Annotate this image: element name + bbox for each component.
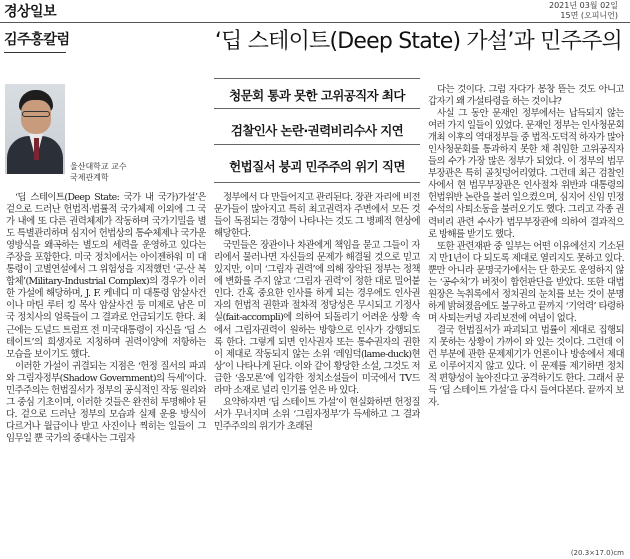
subhead-rule [214,182,420,183]
subhead-1: 청문회 통과 못한 고위공직자 최다 [229,88,405,103]
subhead-rule [214,108,420,109]
newspaper-name: 경상일보 [4,4,57,20]
subhead-3: 헌법질서 붕괴 민주주의 위기 직면 [229,159,405,174]
column-name-rule [4,52,66,53]
author-photo [5,84,65,174]
edition-info [549,1,618,21]
author-role: 국제관계학 [70,173,109,182]
subhead-rule [214,78,420,79]
body-column-2 [214,192,420,544]
article-size: (20.3×17.0)cm [570,549,624,557]
headline: ‘딥 스테이트(Deep State) 가설’과 민주주의 [214,29,622,54]
subhead-2: 검찰인사 논란·권력비리수사 지연 [230,123,404,138]
body-column-1 [6,192,206,544]
page-section: 15면 (오피니언) [560,11,618,20]
column-name: 김주홍칼럼 [4,32,70,48]
subhead-rule [214,144,420,145]
body-text: 정부에서 다 만들어지고 관리된다. 장관 자리에 비전문가들이 많아지고 특히 최고권력자 주변에서 모든 것들이 독점되는 경향이 나타나는 것도 그 병폐적 현상에 해당한다. 국민들은 장관이나 차관에게 책임을 묻고 그들이 자리에서 물러나면 자신들의 문제가 해결될 것으로 믿고 있지만, 이미 ‘그림자 권력’에 의해 장악된 정부는 정책에 변화를 주지 않고 ‘그림자 권력’이 정한 대로 밀어붙인다. 간혹 중요한 인사를 하게 되는 경우에도 인사권자의 헌법적 권한과 절차적 정당성은 무시되고 기정사실(fait-accompli)에 의하여 되돌리기 어려운 상황 속에서 그림자권력이 원하는 방향으로 인사가 강행되도록 한다. 그렇게 되면 인사권자 또는 통수권자의 권한이 제대로 작동되지 않는 소위 ‘레임덕(lame-duck)현상’이 나타나게 된다. 이와 같이 황당한 소설, 그것도 저급한 ‘음모론’에 입각한 정치소설들이 미국에서 TV드라마 소재로 널리 인기를 얻은 바 있다. 요약하자면 ‘딥 스테이트 가설’이 현실화하면 헌정질서가 무너지며 소위 ‘그림자정부’가 득세하고 그 결과 민주주의의 위기가 초래된 [214,192,420,432]
header-rule [0,22,630,23]
author-affiliation: 울산대학교 교수 [70,162,127,171]
publication-date: 2021년 03월 02일 [549,1,618,10]
newspaper-header [0,0,630,22]
body-text: ‘딥 스테이트(Deep State: 국가 내 국가)가설’은 겉으로 드러난 헌법적·법률적 국가체제 이외에 그 국가 내에 또 다른 권력체제가 작동하며 국가기밀을 별도 특별관리하며 심지어 헌법상의 통수체제나 국가운영방식을 왜곡하는 별도의 세력을 운영하고 있다는 주장을 포함한다. 미국 정치에서는 아이젠하워 미 대통령이 고별연설에서 그 위험성을 지적했던 ‘군·산 복합체’(Military-Industrial Complex)의 경우가 이러한 가설에 해당하며, J. F. 케네디 미 대통령 암살사건이나 마틴 루터 킹 목사 암살사건 등 미제로 남은 미국 정치사의 얼룩들이 그 결과로 언급되기도 한다. 최근에는 도널드 트럼프 전 미국대통령이 자신을 ‘딥 스테이트’의 희생자로 지칭하며 권력이양에 저항하는 모습을 보이기도 했다. 이러한 가설이 귀결되는 지점은 ‘헌정 질서의 파괴와 그림자정부(Shadow Government)의 득세’이다. 민주주의는 헌법질서가 정부의 공식적인 작동 원리와 그 중심 기초이며, 이러한 것들은 완전히 투명해야 된다. 겉으로 드러난 정부의 모습과 실제 운용 방식이 다르거나 월급이나 받고 사진이나 찍히는 일들이 그 임무일 뿐 국가의 중대사는 그림자 [6,192,206,444]
body-column-3 [428,84,624,544]
body-text: 다는 것이다. 그럼 자다가 봉창 뜯는 것도 아니고 갑자기 왜 가설타령을 하는 것이냐? 사실 그 동안 문재인 정부에서는 납득되지 않는 여러 가지 일들이 있었다. 문재인 정부는 인사청문회 개최 이후의 역대정부들 중 법적·도덕적 하자가 많아 인사청문회를 통과하지 못한 채 취임한 고위공직자들의 수가 가장 많은 정부가 되었다. 이 정부의 법무부장관은 특히 골칫덩어리였다. 그런데 최근 검찰인사에서 현 법무부장관은 인사절차 위반과 대통령의 헌법위반 논란을 불러 일으켰으며, 심지어 신임 민정수석의 사퇴소동을 불러오기도 했다. 그리고 각종 권력비리 관련 수사가 법무부장관에 의하여 결과적으로 방해를 받기도 했다. 또한 관련재판 중 일부는 어떤 이유에선지 기소된 지 만1년이 다 되도록 제대로 열리지도 못하고 있다. 뿐만 아니라 문명국가에서는 단 한곳도 운영하지 않는 ‘공수처’가 버젓이 합헌판단을 받았다. 또한 대법원장은 녹취록에서 정치권의 눈치를 보는 것이 분명하게 밝혀졌음에도 불구하고 끝까지 ‘기억력’ 타령하며 사퇴는커녕 자리보전에 여념이 없다. 결국 헌법질서가 파괴되고 법률이 제대로 집행되지 못하는 상황이 가까이 와 있는 것이다. 그런데 이런 부분에 관한 문제제기가 언론이나 방송에서 제대로 이루어지지 않고 있다. 이 문제를 제기하면 정치적 편향성이 높아진다고 공격하기도 한다. 그래서 문득 ‘딥 스테이트 가설’을 다시 들여다본다. 끝까지 보자. [428,84,624,409]
